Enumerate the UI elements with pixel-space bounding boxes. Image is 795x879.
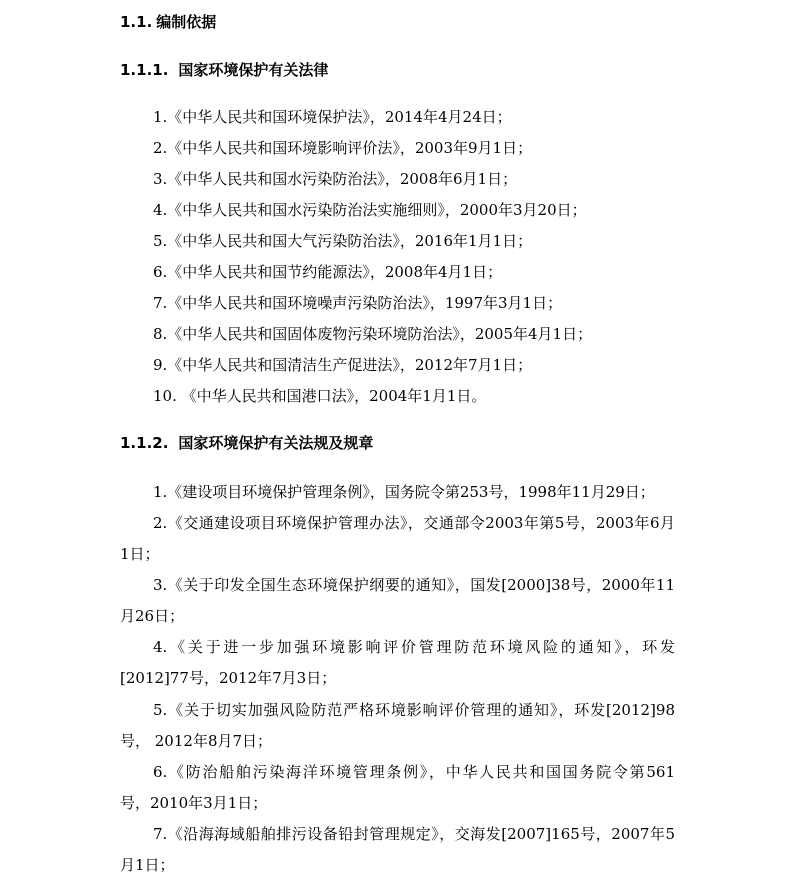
list-item: 4.《中华人民共和国水污染防治法实施细则》，2000年3月20日；	[153, 201, 587, 219]
list-item-continuation: 号，2010年3月1日；	[120, 794, 268, 812]
section-heading	[120, 12, 216, 32]
subsection-number: 1.1.2.	[120, 434, 169, 452]
subsection-heading-regulations	[120, 433, 373, 453]
list-item: 1.《建设项目环境保护管理条例》，国务院令第253号，1998年11月29日；	[153, 483, 655, 501]
list-item: 2.《中华人民共和国环境影响评价法》，2003年9月1日；	[153, 139, 533, 157]
list-item: 9.《中华人民共和国清洁生产促进法》，2012年7月1日；	[153, 356, 533, 374]
section-number: 1.1.	[120, 13, 153, 31]
list-item-continuation: 月26日；	[120, 607, 185, 625]
list-item: 8.《中华人民共和国固体废物污染环境防治法》，2005年4月1日；	[153, 325, 593, 343]
section-title: 编制依据	[156, 13, 217, 31]
list-item-first-line: 4.《关于进一步加强环境影响评价管理防范环境风险的通知》，环发	[153, 638, 675, 656]
subsection-title: 国家环境保护有关法律	[178, 61, 329, 79]
list-item: 7.《中华人民共和国环境噪声污染防治法》，1997年3月1日；	[153, 294, 563, 312]
list-item-continuation: 月1日；	[120, 856, 175, 874]
subsection-heading-laws	[120, 60, 328, 80]
list-item-first-line: 2.《交通建设项目环境保护管理办法》，交通部令2003年第5号，2003年6月	[153, 514, 675, 532]
list-item: 3.《中华人民共和国水污染防治法》，2008年6月1日；	[153, 170, 518, 188]
list-item-first-line: 7.《沿海海域船舶排污设备铅封管理规定》，交海发[2007]165号，2007年5	[153, 825, 675, 843]
list-item-first-line: 5.《关于切实加强风险防范严格环境影响评价管理的通知》，环发[2012]98	[153, 701, 675, 719]
subsection-title: 国家环境保护有关法规及规章	[178, 434, 374, 452]
list-item: 1.《中华人民共和国环境保护法》，2014年4月24日；	[153, 108, 512, 126]
list-item-first-line: 6.《防治船舶污染海洋环境管理条例》，中华人民共和国国务院令第561	[153, 763, 675, 781]
list-item: 6.《中华人民共和国节约能源法》，2008年4月1日；	[153, 263, 503, 281]
list-item-continuation: 1日；	[120, 545, 160, 563]
list-item-first-line: 3.《关于印发全国生态环境保护纲要的通知》，国发[2000]38号，2000年11	[153, 576, 675, 594]
list-item: 10. 《中华人民共和国港口法》，2004年1月1日。	[153, 387, 487, 405]
list-item-continuation: [2012]77号，2012年7月3日；	[120, 669, 337, 687]
list-item: 5.《中华人民共和国大气污染防治法》，2016年1月1日；	[153, 232, 533, 250]
list-item-continuation: 号， 2012年8月7日；	[120, 732, 273, 750]
subsection-number: 1.1.1.	[120, 61, 169, 79]
